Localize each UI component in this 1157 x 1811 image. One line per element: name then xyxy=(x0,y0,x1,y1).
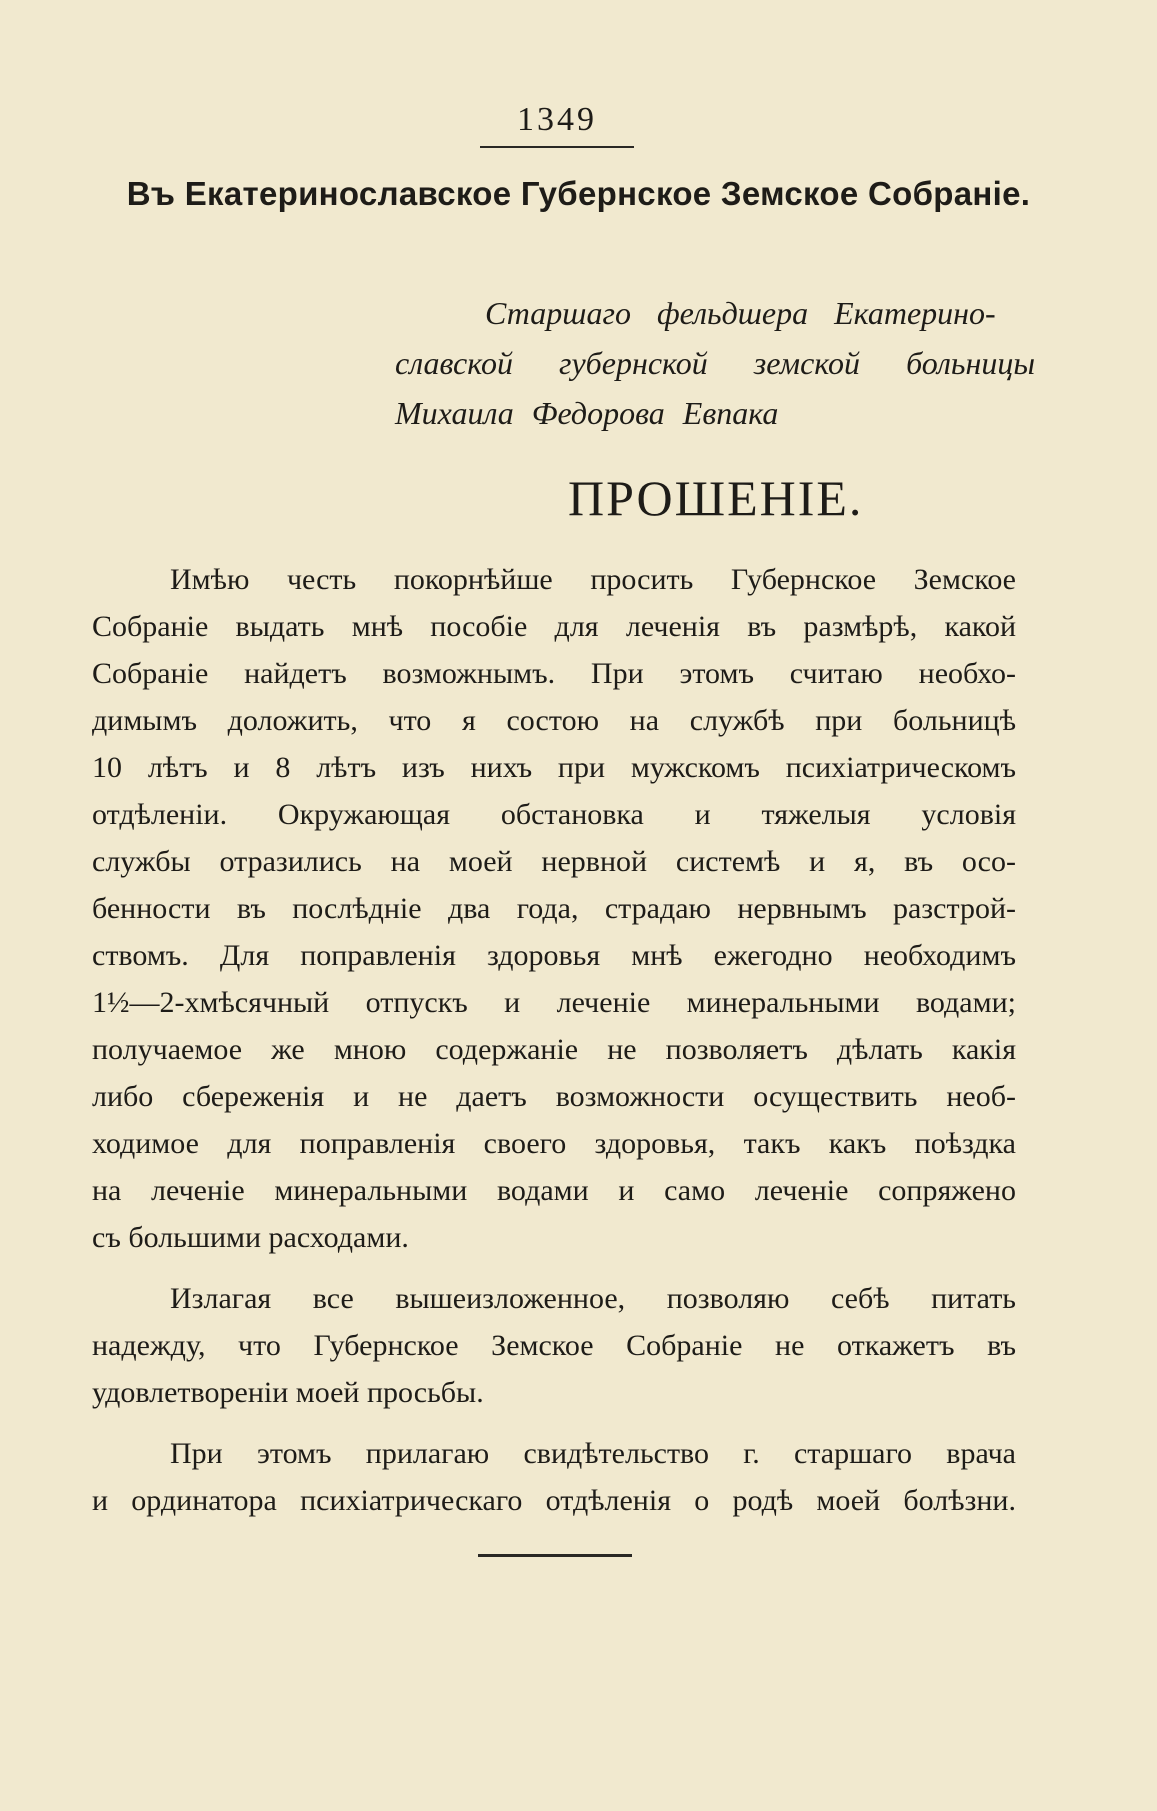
petition-body xyxy=(92,556,1016,1524)
text-line: службы отразились на моей нервной системѣ и я, въ осо- xyxy=(92,845,1016,878)
byline-line-2: славской губернской земской больницы xyxy=(395,345,1035,381)
text-line: на леченіе минеральными водами и само леченіе сопряжено xyxy=(92,1174,1016,1207)
text-line: и ординатора психіатрическаго отдѣленія о родѣ моей болѣзни. xyxy=(92,1484,1016,1517)
text-line: либо сбереженія и не даетъ возможности осуществить необ- xyxy=(92,1080,1016,1113)
paragraph-2 xyxy=(92,1275,1016,1416)
text-line: надежду, что Губернское Земское Собраніе не откажетъ въ xyxy=(92,1329,1016,1362)
document-title: ПРОШЕНІЕ. xyxy=(568,470,864,526)
paragraph-3 xyxy=(92,1430,1016,1524)
petitioner-byline xyxy=(395,288,1035,438)
text-line: Собраніе выдать мнѣ пособіе для леченія въ размѣрѣ, какой xyxy=(92,610,1016,643)
text-line: получаемое же мною содержаніе не позволяетъ дѣлать какія xyxy=(92,1033,1016,1066)
paragraph-gap xyxy=(92,1416,1016,1430)
text-line: съ большими расходами. xyxy=(92,1221,409,1254)
addressee-heading: Въ Екатеринославское Губернское Земское Собраніе. xyxy=(126,175,1031,212)
text-line: При этомъ прилагаю свидѣтельство г. старшаго врача xyxy=(170,1437,1016,1470)
page-number-rule xyxy=(480,146,634,148)
text-line: удовлетвореніи моей просьбы. xyxy=(92,1376,484,1409)
text-line: ствомъ. Для поправленія здоровья мнѣ ежегодно необходимъ xyxy=(92,939,1016,972)
text-line: отдѣленіи. Окружающая обстановка и тяжелыя условія xyxy=(92,798,1016,831)
closing-rule xyxy=(478,1554,632,1557)
text-line: Излагая все вышеизложенное, позволяю себѣ питать xyxy=(170,1282,1016,1315)
text-line: 1½—2-хмѣсячный отпускъ и леченіе минеральными водами; xyxy=(92,986,1016,1019)
text-line: димымъ доложить, что я состою на службѣ при больницѣ xyxy=(92,704,1016,737)
paragraph-gap xyxy=(92,1261,1016,1275)
text-line: 10 лѣтъ и 8 лѣтъ изъ нихъ при мужскомъ психіатрическомъ xyxy=(92,751,1016,784)
page-number: 1349 xyxy=(517,101,597,138)
text-line: бенности въ послѣдніе два года, страдаю нервнымъ разстрой- xyxy=(92,892,1016,925)
text-line: ходимое для поправленія своего здоровья, такъ какъ поѣздка xyxy=(92,1127,1016,1160)
text-line: Собраніе найдетъ возможнымъ. При этомъ считаю необхо- xyxy=(92,657,1016,690)
text-line: Имѣю честь покорнѣйше просить Губернское Земское xyxy=(170,563,1016,596)
byline-line-3: Михаила Федорова Евпака xyxy=(395,395,779,431)
paragraph-1 xyxy=(92,556,1016,1261)
byline-line-1: Старшаго фельдшера Екатерино- xyxy=(485,295,996,331)
